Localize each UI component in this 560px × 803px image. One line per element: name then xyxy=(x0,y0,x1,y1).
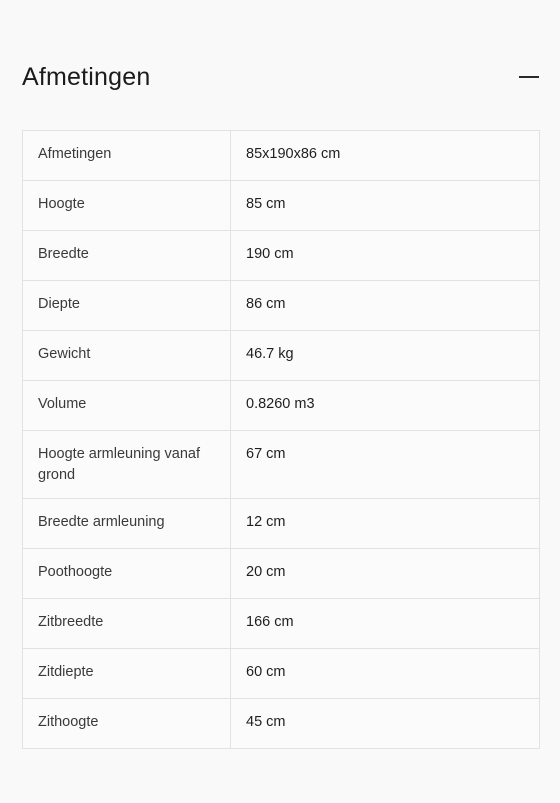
spec-value: 67 cm xyxy=(246,446,286,462)
spec-value: 85x190x86 cm xyxy=(246,146,341,162)
section-header[interactable] xyxy=(22,52,538,102)
spec-label: Gewicht xyxy=(38,346,91,362)
spec-label: Breedte xyxy=(38,246,89,262)
spec-label: Diepte xyxy=(38,296,80,312)
spec-label: Volume xyxy=(38,396,87,412)
spec-label: Afmetingen xyxy=(38,146,112,162)
spec-value: 190 cm xyxy=(246,246,294,262)
spec-label: Hoogte armleuning vanaf grond xyxy=(38,446,201,483)
spec-value: 46.7 kg xyxy=(246,346,294,362)
spec-value: 60 cm xyxy=(246,664,286,680)
specs-table xyxy=(22,130,540,749)
spec-label: Hoogte xyxy=(38,196,85,212)
collapse-button[interactable] xyxy=(516,64,542,90)
spec-label: Zitdiepte xyxy=(38,664,94,680)
spec-value: 85 cm xyxy=(246,196,286,212)
table-row xyxy=(23,331,540,381)
table-row xyxy=(23,549,540,599)
section-title: Afmetingen xyxy=(22,62,151,91)
table-row xyxy=(23,699,540,749)
spec-value: 45 cm xyxy=(246,714,286,730)
table-row xyxy=(23,599,540,649)
minus-icon xyxy=(519,76,539,78)
spec-label: Zithoogte xyxy=(38,714,99,730)
table-row xyxy=(23,281,540,331)
spec-value: 0.8260 m3 xyxy=(246,396,315,412)
spec-label: Poothoogte xyxy=(38,564,113,580)
spec-label: Zitbreedte xyxy=(38,614,104,630)
table-row xyxy=(23,431,540,499)
table-row xyxy=(23,649,540,699)
spec-value: 86 cm xyxy=(246,296,286,312)
spec-value: 20 cm xyxy=(246,564,286,580)
table-row xyxy=(23,131,540,181)
spec-value: 166 cm xyxy=(246,614,294,630)
spec-label: Breedte armleuning xyxy=(38,514,165,530)
table-row xyxy=(23,181,540,231)
table-row xyxy=(23,499,540,549)
spec-value: 12 cm xyxy=(246,514,286,530)
table-row xyxy=(23,381,540,431)
table-row xyxy=(23,231,540,281)
